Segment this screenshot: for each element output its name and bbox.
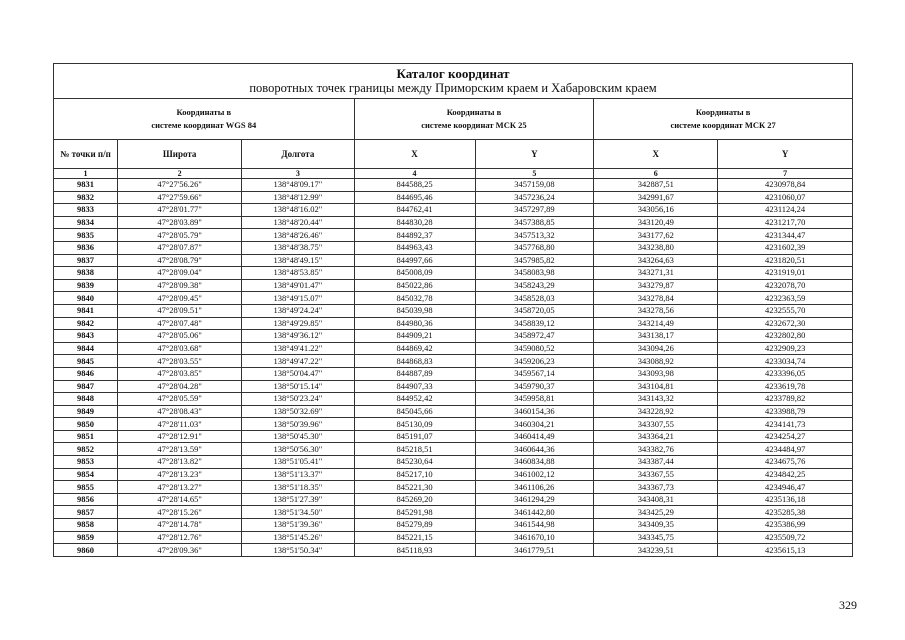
table-row — [54, 380, 853, 393]
table-row — [54, 229, 853, 242]
x-msk25-cell: 844997,66 — [354, 254, 475, 267]
x-msk25-cell: 844952,42 — [354, 393, 475, 406]
point-number-cell: 9849 — [54, 405, 118, 418]
y-msk25-cell: 3460644,36 — [475, 443, 594, 456]
column-header-point: № точки п/п — [54, 140, 118, 169]
x-msk25-cell: 844887,89 — [354, 367, 475, 380]
point-number-cell: 9853 — [54, 456, 118, 469]
x-msk25-cell: 845221,15 — [354, 531, 475, 544]
point-number-cell: 9852 — [54, 443, 118, 456]
x-msk27-cell: 343094,26 — [594, 342, 718, 355]
x-msk27-cell: 343088,92 — [594, 355, 718, 368]
longitude-cell: 138°48'20.44" — [242, 216, 354, 229]
y-msk25-cell: 3460304,21 — [475, 418, 594, 431]
column-header-longitude: Долгота — [242, 140, 354, 169]
table-row — [54, 544, 853, 557]
longitude-cell: 138°50'23.24" — [242, 393, 354, 406]
page-number: 329 — [839, 598, 857, 612]
x-msk25-cell: 845045,66 — [354, 405, 475, 418]
column-header-x-msk25: X — [354, 140, 475, 169]
table-row — [54, 317, 853, 330]
latitude-cell: 47°28'12.91" — [118, 430, 242, 443]
x-msk25-cell: 845221,30 — [354, 481, 475, 494]
column-header-y-msk25: Y — [475, 140, 594, 169]
x-msk27-cell: 343367,73 — [594, 481, 718, 494]
latitude-cell: 47°28'13.23" — [118, 468, 242, 481]
longitude-cell: 138°48'16.02" — [242, 204, 354, 217]
x-msk27-cell: 343382,76 — [594, 443, 718, 456]
point-number-cell: 9843 — [54, 330, 118, 343]
longitude-cell: 138°51'39.36" — [242, 519, 354, 532]
latitude-cell: 47°28'01.77" — [118, 204, 242, 217]
x-msk25-cell: 845191,07 — [354, 430, 475, 443]
y-msk25-cell: 3461442,80 — [475, 506, 594, 519]
y-msk25-cell: 3458720,05 — [475, 304, 594, 317]
y-msk27-cell: 4234254,27 — [718, 430, 853, 443]
x-msk27-cell: 343387,44 — [594, 456, 718, 469]
x-msk27-cell: 342887,51 — [594, 179, 718, 192]
y-msk27-cell: 4233619,78 — [718, 380, 853, 393]
y-msk27-cell: 4232078,70 — [718, 279, 853, 292]
y-msk25-cell: 3460414,49 — [475, 430, 594, 443]
point-number-cell: 9832 — [54, 191, 118, 204]
table-row — [54, 456, 853, 469]
y-msk27-cell: 4232909,23 — [718, 342, 853, 355]
y-msk27-cell: 4231124,24 — [718, 204, 853, 217]
table-row — [54, 304, 853, 317]
y-msk27-cell: 4235615,13 — [718, 544, 853, 557]
x-msk25-cell: 844980,36 — [354, 317, 475, 330]
x-msk27-cell: 343238,80 — [594, 241, 718, 254]
table-row — [54, 418, 853, 431]
longitude-cell: 138°48'09.17" — [242, 179, 354, 192]
point-number-cell: 9855 — [54, 481, 118, 494]
point-number-cell: 9856 — [54, 493, 118, 506]
latitude-cell: 47°28'09.38" — [118, 279, 242, 292]
x-msk25-cell: 844963,43 — [354, 241, 475, 254]
y-msk25-cell: 3459958,81 — [475, 393, 594, 406]
point-number-cell: 9835 — [54, 229, 118, 242]
x-msk27-cell: 343345,75 — [594, 531, 718, 544]
y-msk27-cell: 4235285,38 — [718, 506, 853, 519]
column-number: 1 — [54, 169, 118, 179]
column-header-y-msk27: Y — [718, 140, 853, 169]
x-msk25-cell: 844907,33 — [354, 380, 475, 393]
system-header-msk25: Координаты в системе координат МСК 25 — [354, 99, 594, 140]
latitude-cell: 47°28'14.78" — [118, 519, 242, 532]
point-number-cell: 9860 — [54, 544, 118, 557]
longitude-cell: 138°49'01.47" — [242, 279, 354, 292]
y-msk25-cell: 3461002,12 — [475, 468, 594, 481]
table-row — [54, 216, 853, 229]
y-msk27-cell: 4234141,73 — [718, 418, 853, 431]
y-msk27-cell: 4231217,70 — [718, 216, 853, 229]
y-msk25-cell: 3457513,32 — [475, 229, 594, 242]
y-msk27-cell: 4235386,99 — [718, 519, 853, 532]
longitude-cell: 138°50'32.69" — [242, 405, 354, 418]
longitude-cell: 138°49'29.85" — [242, 317, 354, 330]
x-msk27-cell: 343138,17 — [594, 330, 718, 343]
y-msk25-cell: 3460834,88 — [475, 456, 594, 469]
x-msk27-cell: 343307,55 — [594, 418, 718, 431]
table-row — [54, 191, 853, 204]
y-msk25-cell: 3461544,98 — [475, 519, 594, 532]
x-msk27-cell: 343120,49 — [594, 216, 718, 229]
longitude-cell: 138°50'04.47" — [242, 367, 354, 380]
longitude-cell: 138°50'15.14" — [242, 380, 354, 393]
y-msk25-cell: 3457985,82 — [475, 254, 594, 267]
y-msk25-cell: 3459567,14 — [475, 367, 594, 380]
point-number-cell: 9846 — [54, 367, 118, 380]
y-msk25-cell: 3459080,52 — [475, 342, 594, 355]
point-number-cell: 9845 — [54, 355, 118, 368]
table-title: Каталог координат — [396, 66, 510, 81]
x-msk27-cell: 342991,67 — [594, 191, 718, 204]
y-msk25-cell: 3459790,37 — [475, 380, 594, 393]
y-msk25-cell: 3461670,10 — [475, 531, 594, 544]
latitude-cell: 47°28'05.59" — [118, 393, 242, 406]
latitude-cell: 47°28'15.26" — [118, 506, 242, 519]
column-number: 7 — [718, 169, 853, 179]
latitude-cell: 47°27'59.66" — [118, 191, 242, 204]
column-header-x-msk27: X — [594, 140, 718, 169]
column-number: 4 — [354, 169, 475, 179]
x-msk27-cell: 343143,32 — [594, 393, 718, 406]
y-msk25-cell: 3457297,89 — [475, 204, 594, 217]
y-msk25-cell: 3458083,98 — [475, 267, 594, 280]
latitude-cell: 47°28'03.55" — [118, 355, 242, 368]
table-row — [54, 179, 853, 192]
latitude-cell: 47°28'08.43" — [118, 405, 242, 418]
table-row — [54, 519, 853, 532]
x-msk25-cell: 845269,20 — [354, 493, 475, 506]
y-msk27-cell: 4233396,05 — [718, 367, 853, 380]
longitude-cell: 138°51'13.37" — [242, 468, 354, 481]
point-number-cell: 9857 — [54, 506, 118, 519]
latitude-cell: 47°28'07.48" — [118, 317, 242, 330]
column-number: 6 — [594, 169, 718, 179]
table-row — [54, 204, 853, 217]
longitude-cell: 138°48'12.99" — [242, 191, 354, 204]
x-msk27-cell: 343271,31 — [594, 267, 718, 280]
x-msk25-cell: 844892,37 — [354, 229, 475, 242]
latitude-cell: 47°28'13.27" — [118, 481, 242, 494]
y-msk25-cell: 3458839,12 — [475, 317, 594, 330]
latitude-cell: 47°28'09.45" — [118, 292, 242, 305]
table-row — [54, 493, 853, 506]
x-msk25-cell: 845218,51 — [354, 443, 475, 456]
column-header-latitude: Широта — [118, 140, 242, 169]
column-number-row — [54, 169, 853, 179]
x-msk25-cell: 844588,25 — [354, 179, 475, 192]
y-msk27-cell: 4230978,84 — [718, 179, 853, 192]
y-msk25-cell: 3457768,80 — [475, 241, 594, 254]
x-msk25-cell: 845130,09 — [354, 418, 475, 431]
longitude-cell: 138°51'05.41" — [242, 456, 354, 469]
x-msk25-cell: 844868,83 — [354, 355, 475, 368]
table-row — [54, 267, 853, 280]
table-row — [54, 279, 853, 292]
y-msk27-cell: 4231344,47 — [718, 229, 853, 242]
longitude-cell: 138°51'45.26" — [242, 531, 354, 544]
point-number-cell: 9833 — [54, 204, 118, 217]
y-msk27-cell: 4235509,72 — [718, 531, 853, 544]
x-msk27-cell: 343425,29 — [594, 506, 718, 519]
x-msk25-cell: 845032,78 — [354, 292, 475, 305]
point-number-cell: 9840 — [54, 292, 118, 305]
y-msk25-cell: 3460154,36 — [475, 405, 594, 418]
latitude-cell: 47°28'13.82" — [118, 456, 242, 469]
y-msk25-cell: 3461106,26 — [475, 481, 594, 494]
x-msk27-cell: 343367,55 — [594, 468, 718, 481]
column-number: 2 — [118, 169, 242, 179]
table-row — [54, 254, 853, 267]
y-msk27-cell: 4234484,97 — [718, 443, 853, 456]
table-row — [54, 481, 853, 494]
latitude-cell: 47°28'09.04" — [118, 267, 242, 280]
x-msk25-cell: 845230,64 — [354, 456, 475, 469]
longitude-cell: 138°50'39.96" — [242, 418, 354, 431]
y-msk25-cell: 3457236,24 — [475, 191, 594, 204]
table-row — [54, 430, 853, 443]
y-msk25-cell: 3459206,23 — [475, 355, 594, 368]
coordinate-catalog-table — [53, 63, 853, 557]
y-msk25-cell: 3457388,85 — [475, 216, 594, 229]
x-msk27-cell: 343239,51 — [594, 544, 718, 557]
longitude-cell: 138°49'15.07" — [242, 292, 354, 305]
latitude-cell: 47°28'13.59" — [118, 443, 242, 456]
point-number-cell: 9836 — [54, 241, 118, 254]
x-msk27-cell: 343278,56 — [594, 304, 718, 317]
point-number-cell: 9837 — [54, 254, 118, 267]
longitude-cell: 138°50'45.30" — [242, 430, 354, 443]
y-msk25-cell: 3458243,29 — [475, 279, 594, 292]
latitude-cell: 47°28'14.65" — [118, 493, 242, 506]
point-number-cell: 9834 — [54, 216, 118, 229]
longitude-cell: 138°51'18.35" — [242, 481, 354, 494]
longitude-cell: 138°48'38.75" — [242, 241, 354, 254]
x-msk27-cell: 343409,35 — [594, 519, 718, 532]
latitude-cell: 47°28'04.28" — [118, 380, 242, 393]
point-number-cell: 9839 — [54, 279, 118, 292]
x-msk25-cell: 844830,28 — [354, 216, 475, 229]
table-row — [54, 241, 853, 254]
table-row — [54, 367, 853, 380]
longitude-cell: 138°50'56.30" — [242, 443, 354, 456]
x-msk27-cell: 343056,16 — [594, 204, 718, 217]
y-msk27-cell: 4231820,51 — [718, 254, 853, 267]
x-msk27-cell: 343104,81 — [594, 380, 718, 393]
x-msk25-cell: 845291,98 — [354, 506, 475, 519]
longitude-cell: 138°49'24.24" — [242, 304, 354, 317]
longitude-cell: 138°48'26.46" — [242, 229, 354, 242]
y-msk27-cell: 4232672,30 — [718, 317, 853, 330]
y-msk25-cell: 3461294,29 — [475, 493, 594, 506]
table-body — [54, 179, 853, 557]
x-msk25-cell: 844869,42 — [354, 342, 475, 355]
point-number-cell: 9859 — [54, 531, 118, 544]
latitude-cell: 47°28'09.51" — [118, 304, 242, 317]
latitude-cell: 47°28'05.79" — [118, 229, 242, 242]
y-msk27-cell: 4234946,47 — [718, 481, 853, 494]
x-msk27-cell: 343214,49 — [594, 317, 718, 330]
x-msk25-cell: 845039,98 — [354, 304, 475, 317]
x-msk27-cell: 343279,87 — [594, 279, 718, 292]
table-title-cell — [54, 64, 853, 99]
longitude-cell: 138°51'34.50" — [242, 506, 354, 519]
x-msk25-cell: 845118,93 — [354, 544, 475, 557]
longitude-cell: 138°48'49.15" — [242, 254, 354, 267]
longitude-cell: 138°49'36.12" — [242, 330, 354, 343]
table-row — [54, 443, 853, 456]
latitude-cell: 47°28'08.79" — [118, 254, 242, 267]
point-number-cell: 9847 — [54, 380, 118, 393]
x-msk25-cell: 844762,41 — [354, 204, 475, 217]
column-number: 3 — [242, 169, 354, 179]
table-row — [54, 468, 853, 481]
y-msk27-cell: 4232802,80 — [718, 330, 853, 343]
x-msk25-cell: 845008,09 — [354, 267, 475, 280]
latitude-cell: 47°28'03.68" — [118, 342, 242, 355]
y-msk27-cell: 4233988,79 — [718, 405, 853, 418]
y-msk27-cell: 4231060,07 — [718, 191, 853, 204]
system-header-msk27: Координаты в системе координат МСК 27 — [594, 99, 853, 140]
table-row — [54, 355, 853, 368]
system-header-wgs84: Координаты в системе координат WGS 84 — [54, 99, 355, 140]
point-number-cell: 9838 — [54, 267, 118, 280]
longitude-cell: 138°49'47.22" — [242, 355, 354, 368]
x-msk27-cell: 343278,84 — [594, 292, 718, 305]
x-msk25-cell: 845217,10 — [354, 468, 475, 481]
column-number: 5 — [475, 169, 594, 179]
table-row — [54, 292, 853, 305]
y-msk27-cell: 4231919,01 — [718, 267, 853, 280]
x-msk25-cell: 845279,89 — [354, 519, 475, 532]
table-row — [54, 393, 853, 406]
table-row — [54, 342, 853, 355]
point-number-cell: 9848 — [54, 393, 118, 406]
y-msk27-cell: 4234842,25 — [718, 468, 853, 481]
table-row — [54, 506, 853, 519]
latitude-cell: 47°27'56.26" — [118, 179, 242, 192]
point-number-cell: 9844 — [54, 342, 118, 355]
y-msk27-cell: 4235136,18 — [718, 493, 853, 506]
point-number-cell: 9854 — [54, 468, 118, 481]
x-msk25-cell: 844909,21 — [354, 330, 475, 343]
y-msk27-cell: 4232555,70 — [718, 304, 853, 317]
x-msk25-cell: 844695,46 — [354, 191, 475, 204]
y-msk25-cell: 3458972,47 — [475, 330, 594, 343]
x-msk27-cell: 343408,31 — [594, 493, 718, 506]
y-msk27-cell: 4233789,82 — [718, 393, 853, 406]
longitude-cell: 138°48'53.85" — [242, 267, 354, 280]
table-row — [54, 330, 853, 343]
table-row — [54, 531, 853, 544]
latitude-cell: 47°28'07.87" — [118, 241, 242, 254]
y-msk25-cell: 3461779,51 — [475, 544, 594, 557]
x-msk27-cell: 343264,63 — [594, 254, 718, 267]
point-number-cell: 9831 — [54, 179, 118, 192]
latitude-cell: 47°28'12.76" — [118, 531, 242, 544]
latitude-cell: 47°28'03.85" — [118, 367, 242, 380]
x-msk27-cell: 343228,92 — [594, 405, 718, 418]
x-msk27-cell: 343093,98 — [594, 367, 718, 380]
point-number-cell: 9850 — [54, 418, 118, 431]
y-msk27-cell: 4234675,76 — [718, 456, 853, 469]
latitude-cell: 47°28'11.03" — [118, 418, 242, 431]
x-msk27-cell: 343364,21 — [594, 430, 718, 443]
y-msk27-cell: 4233034,74 — [718, 355, 853, 368]
y-msk25-cell: 3458528,03 — [475, 292, 594, 305]
point-number-cell: 9851 — [54, 430, 118, 443]
x-msk25-cell: 845022,86 — [354, 279, 475, 292]
y-msk27-cell: 4232363,59 — [718, 292, 853, 305]
longitude-cell: 138°51'27.39" — [242, 493, 354, 506]
point-number-cell: 9841 — [54, 304, 118, 317]
latitude-cell: 47°28'09.36" — [118, 544, 242, 557]
point-number-cell: 9842 — [54, 317, 118, 330]
latitude-cell: 47°28'03.89" — [118, 216, 242, 229]
latitude-cell: 47°28'05.06" — [118, 330, 242, 343]
x-msk27-cell: 343177,62 — [594, 229, 718, 242]
longitude-cell: 138°49'41.22" — [242, 342, 354, 355]
y-msk27-cell: 4231602,39 — [718, 241, 853, 254]
y-msk25-cell: 3457159,08 — [475, 179, 594, 192]
longitude-cell: 138°51'50.34" — [242, 544, 354, 557]
point-number-cell: 9858 — [54, 519, 118, 532]
table-row — [54, 405, 853, 418]
table-subtitle: поворотных точек границы между Приморским краем и Хабаровским краем — [249, 81, 657, 95]
